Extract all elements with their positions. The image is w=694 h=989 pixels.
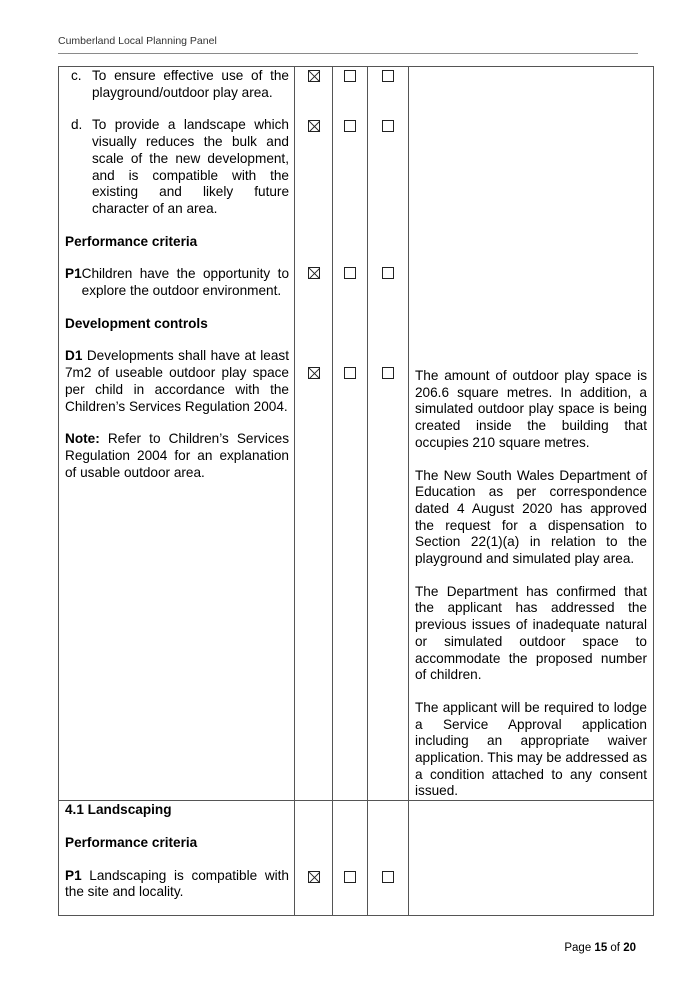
development-controls-heading: Development controls [65, 315, 208, 331]
checkbox-d-na[interactable] [382, 120, 394, 132]
performance-criteria-heading: Performance criteria [65, 834, 198, 850]
document-header: Cumberland Local Planning Panel [58, 35, 217, 47]
control-d1: D1 Developments shall have at least 7m2 of useable outdoor play space per child in accordance with the Children’s Services Regulation 2004. [65, 348, 289, 414]
checkbox-p1-na[interactable] [382, 267, 394, 279]
criterion-p1-outdoor: P1 Children have the opportunity to explore the outdoor environment. [65, 266, 289, 299]
checkbox-c-na[interactable] [382, 70, 394, 82]
checkbox-d-no[interactable] [344, 120, 356, 132]
performance-criteria-heading: Performance criteria [65, 233, 198, 249]
objective-c: c. To ensure effective use of the playground/outdoor play area. [71, 68, 289, 100]
checkbox-d1-yes[interactable] [308, 367, 320, 379]
checkbox-p1-yes[interactable] [308, 267, 320, 279]
requirement-cell [59, 801, 295, 916]
table-row-objectives [59, 67, 654, 801]
checkbox-c-yes[interactable] [308, 70, 320, 82]
table-row-landscaping [59, 801, 654, 916]
objective-d: d. To provide a landscape which visually reduces the bulk and scale of the new development, and is compatible with the existing and likely future character of an area. [71, 117, 289, 216]
checkbox-d1-na[interactable] [382, 367, 394, 379]
no-column-cell [333, 801, 368, 916]
yes-column-cell [295, 67, 333, 801]
landscaping-heading: 4.1 Landscaping [65, 802, 172, 818]
comment-paragraph: The Department has confirmed that the applicant has addressed the previous issues of inadequate natural or simulated outdoor space to accommodate the proposed number of children. [415, 583, 647, 683]
checkbox-d1-no[interactable] [344, 367, 356, 379]
na-column-cell [368, 67, 409, 801]
requirement-cell [59, 67, 295, 801]
yes-column-cell [295, 801, 333, 916]
control-d1-note: Note: Refer to Children’s Services Regulation 2004 for an explanation of usable outdoor area. [65, 431, 289, 480]
comment-paragraph: The applicant will be required to lodge a Service Approval application including an appropriate waiver application. This may be addressed as a condition attached to any consent issued. [415, 699, 647, 799]
checkbox-c-no[interactable] [344, 70, 356, 82]
comment-paragraph: The amount of outdoor play space is 206.6 square metres. In addition, a simulated outdoor play space is being created inside the building that occupies 210 square metres. [415, 368, 647, 450]
comment-paragraph: The New South Wales Department of Education as per correspondence dated 4 August 2020 has approved the request for a dispensation to Section 22(1)(a) in relation to the playground and simulated play area. [415, 467, 647, 567]
checkbox-p1-no[interactable] [344, 267, 356, 279]
header-rule [58, 53, 638, 54]
checkbox-landscaping-na[interactable] [382, 871, 394, 883]
comments-cell [409, 801, 654, 916]
na-column-cell [368, 801, 409, 916]
checkbox-landscaping-yes[interactable] [308, 871, 320, 883]
criterion-p1-landscaping: P1 Landscaping is compatible with the site and locality. [65, 867, 289, 900]
checkbox-d-yes[interactable] [308, 120, 320, 132]
page-number: Page 15 of 20 [564, 942, 636, 954]
no-column-cell [333, 67, 368, 801]
compliance-table [58, 66, 654, 916]
comments-cell [409, 67, 654, 801]
checkbox-landscaping-no[interactable] [344, 871, 356, 883]
